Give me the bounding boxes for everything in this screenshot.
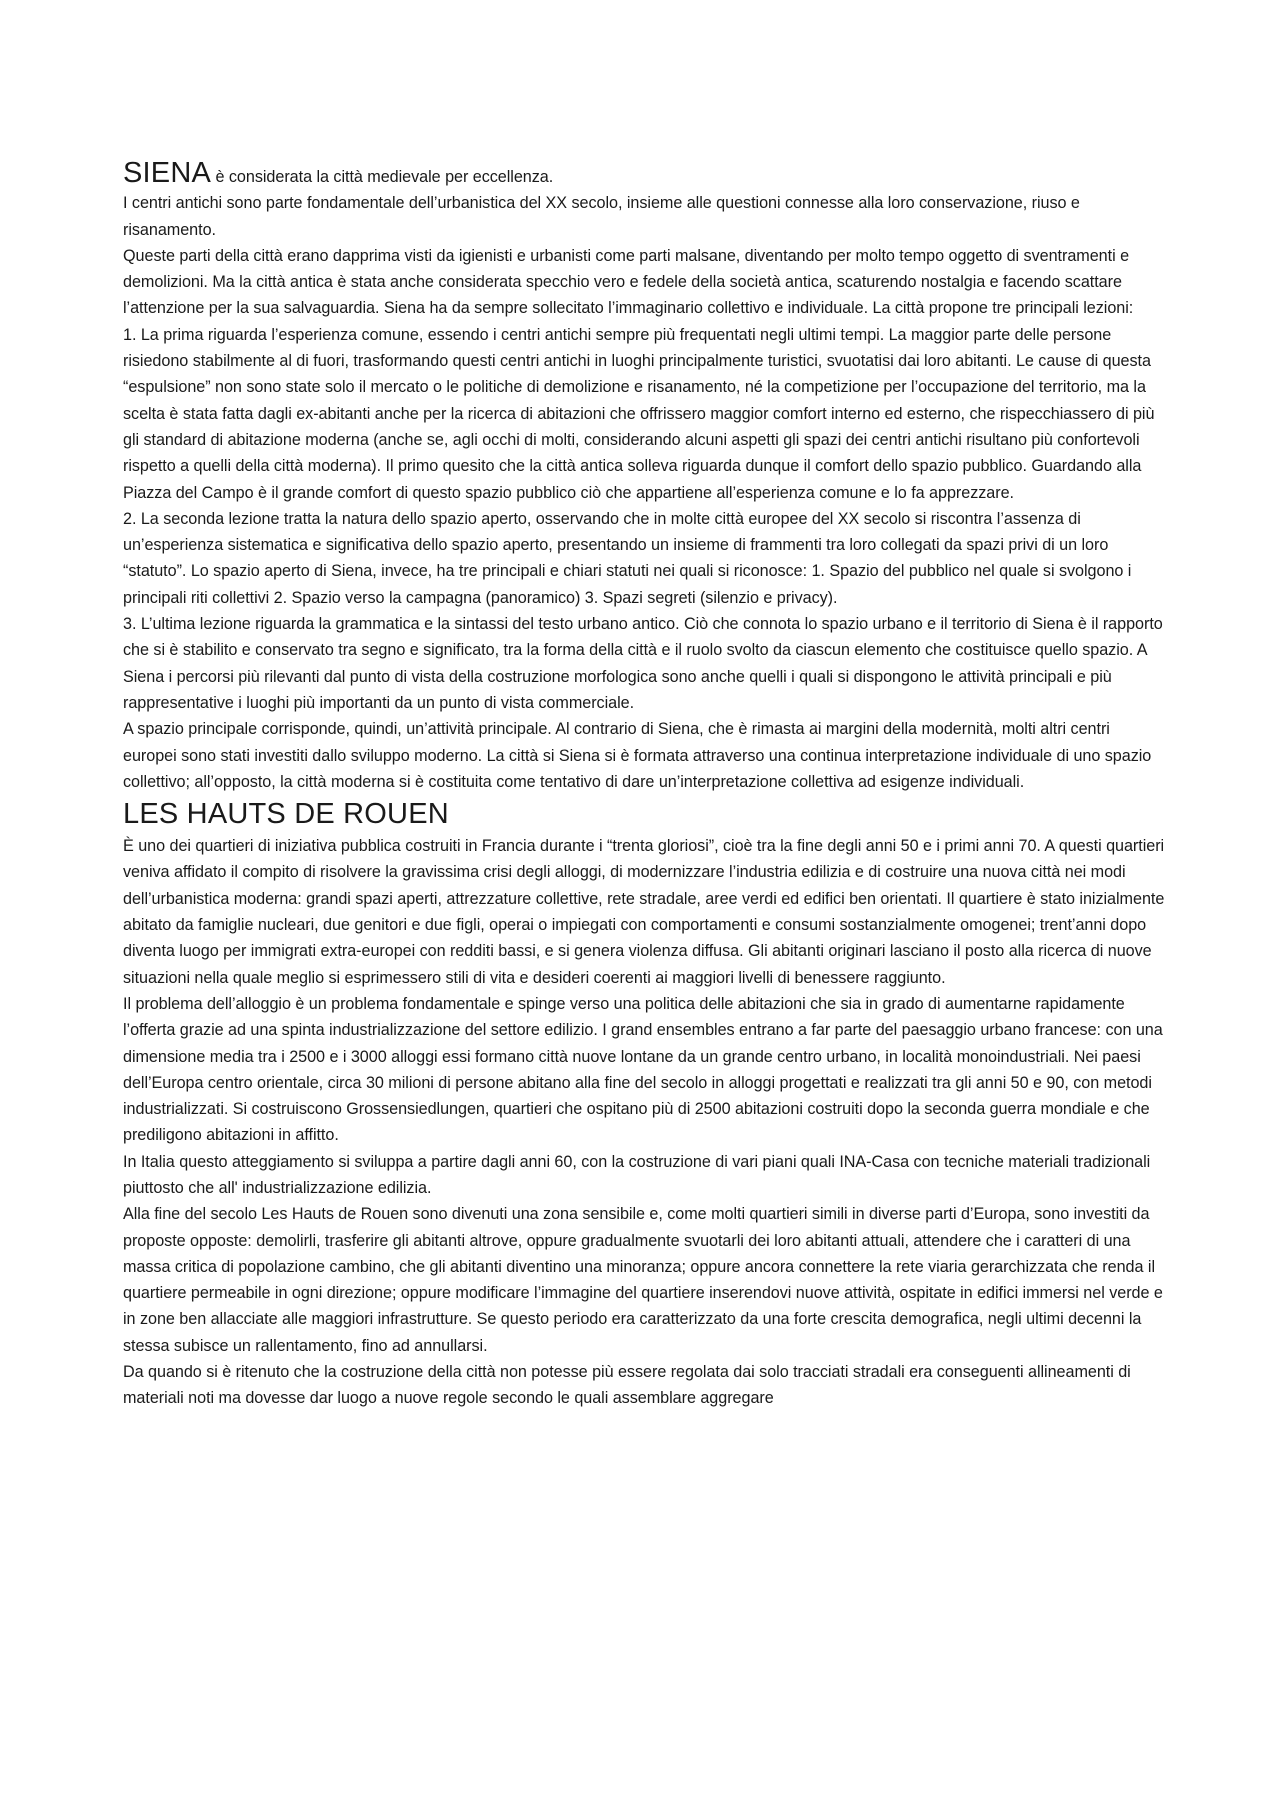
rouen-paragraph-5: Da quando si è ritenuto che la costruzione della città non potesse più essere regolata dai solo tracciati stradali era conseguenti allineamenti di materiali noti ma dovesse dar luogo a nuove regole secondo le quali assemblare aggregare xyxy=(123,1363,1131,1408)
rouen-paragraph-1: È uno dei quartieri di iniziativa pubblica costruiti in Francia durante i “trenta gloriosi”, cioè tra la fine degli anni 50 e i primi anni 70. A questi quartieri veniva affidato il compito di risolvere la gravissima crisi degli alloggi, di modernizzare l’industria edilizia e di costruire una nuova città nei modi dell’urbanistica moderna: grandi spazi aperti, attrezzature collettive, rete stradale, aree verdi ed edifici ben orientati. Il quartiere è stato inizialmente abitato da famiglie nucleari, due genitori e due figli, operai o impiegati con comportamenti e consumi sostanzialmente omogenei; trent’anni dopo diventa luogo per immigrati extra-europei con redditi bassi, e si genera violenza diffusa. Gli abitanti originari lasciano il posto alla ricerca di nuove situazioni nella quale meglio si esprimessero stili di vita e desideri coerenti ai maggiori livelli di benessere raggiunto. xyxy=(123,837,1165,987)
siena-paragraph-conclusion: A spazio principale corrisponde, quindi, un’attività principale. Al contrario di Siena, che è rimasta ai margini della modernità, molti altri centri europei sono stati investiti dallo sviluppo moderno. La città si Siena si è formata attraverso una continua interpretazione individuale di uno spazio collettivo; all’opposto, la città moderna si è costituita come tentativo di dare un’interpretazione collettiva ad esigenze individuali. xyxy=(123,720,1152,791)
siena-lesson-1: 1. La prima riguarda l’esperienza comune, essendo i centri antichi sempre più frequentati negli ultimi tempi. La maggior parte delle persone risiedono stabilmente al di fuori, trasformando questi centri antichi in luoghi principalmente turistici, svuotatisi dai loro abitanti. Le cause di questa “espulsione” non sono state solo il mercato o le politiche di demolizione e risanamento, né la competizione per l’occupazione del territorio, ma la scelta è stata fatta dagli ex-abitanti anche per la ricerca di abitazioni che offrissero maggior comfort interno ed esterno, che rispecchiassero di più gli standard di abitazione moderna (anche se, agli occhi di molti, considerando alcuni aspetti gli spazi dei centri antichi risultano più confortevoli rispetto a quelli della città moderna). Il primo quesito che la città antica solleva riguarda dunque il comfort dello spazio pubblico. Guardando alla Piazza del Campo è il grande comfort di questo spazio pubblico ciò che appartiene all’esperienza comune e lo fa apprezzare. xyxy=(123,325,1155,502)
rouen-paragraph-4: Alla fine del secolo Les Hauts de Rouen sono divenuti una zona sensibile e, come molti quartieri simili in diverse parti d’Europa, sono investiti da proposte opposte: demolirli, trasferire gli abitanti altrove, oppure gradualmente svuotarli dei loro abitanti attuali, attendere che i caratteri di una massa critica di popolazione cambino, che gli abitanti diventino una minoranza; oppure ancora connettere la rete viaria gerarchizzata che renda il quartiere permeabile in ogni direzione; oppure modificare l’immagine del quartiere inserendovi nuove attività, ospitate in edifici immersi nel verde e in zone ben allacciate alle maggiori infrastrutture. Se questo periodo era caratterizzato da una forte crescita demografica, negli ultimi decenni la stessa subisce un rallentamento, fino ad annullarsi. xyxy=(123,1205,1163,1355)
siena-lesson-2: 2. La seconda lezione tratta la natura dello spazio aperto, osservando che in molte città europee del XX secolo si riscontra l’assenza di un’esperienza sistematica e significativa dello spazio aperto, presentando un insieme di frammenti tra loro collegati da spazi privi di un loro “statuto”. Lo spazio aperto di Siena, invece, ha tre principali e chiari statuti nei quali si riconosce: 1. Spazio del pubblico nel quale si svolgono i principali riti collettivi 2. Spazio verso la campagna (panoramico) 3. Spazi segreti (silenzio e privacy). xyxy=(123,509,1132,607)
siena-intro xyxy=(123,158,1165,190)
document-page xyxy=(123,158,1165,1412)
rouen-paragraph-2: Il problema dell’alloggio è un problema fondamentale e spinge verso una politica delle abitazioni che sia in grado di aumentarne rapidamente l’offerta grazie ad una spinta industrializzazione del settore edilizio. I grand ensembles entrano a far parte del paesaggio urbano francese: con una dimensione media tra i 2500 e i 3000 alloggi essi formano città nuove lontane da un grande centro urbano, in località monoindustriali. Nei paesi dell’Europa centro orientale, circa 30 milioni di persone abitano alla fine del secolo in alloggi progettati e realizzati tra gli anni 50 e 90, con metodi industrializzati. Si costruiscono Grossensiedlungen, quartieri che ospitano più di 2500 abitazioni costruiti dopo la seconda guerra mondiale e che prediligono abitazioni in affitto. xyxy=(123,994,1163,1145)
siena-lesson-3: 3. L’ultima lezione riguarda la grammatica e la sintassi del testo urbano antico. Ciò che connota lo spazio urbano e il territorio di Siena è il rapporto che si è stabilito e conservato tra segno e significato, tra la forma della città e il ruolo svolto da ciascun elemento che costituisce quello spazio. A Siena i percorsi più rilevanti dal punto di vista della costruzione morfologica sono anche quelli i quali si dispongono le attività principali e più rappresentative i luoghi più importanti da un punto di vista commerciale. xyxy=(123,615,1163,712)
siena-paragraph-1: I centri antichi sono parte fondamentale dell’urbanistica del XX secolo, insieme alle questioni connesse alla loro conservazione, riuso e risanamento. xyxy=(123,194,1080,239)
rouen-paragraph-3: In Italia questo atteggiamento si sviluppa a partire dagli anni 60, con la costruzione di vari piani quali INA-Casa con tecniche materiali tradizionali piuttosto che all' industrializzazione edilizia. xyxy=(123,1152,1151,1197)
siena-title: SIENA xyxy=(123,157,212,189)
siena-intro-text: è considerata la città medievale per eccellenza. xyxy=(211,168,554,186)
rouen-heading: LES HAUTS DE ROUEN xyxy=(123,798,449,831)
siena-paragraph-2: Queste parti della città erano dapprima visti da igienisti e urbanisti come parti malsane, diventando per molto tempo oggetto di sventramenti e demolizioni. Ma la città antica è stata anche considerata specchio vero e fedele della società antica, scaturendo nostalgia e facendo scattare l’attenzione per la sua salvaguardia. Siena ha da sempre sollecitato l’immaginario collettivo e individuale. La città propone tre principali lezioni: xyxy=(123,246,1134,318)
